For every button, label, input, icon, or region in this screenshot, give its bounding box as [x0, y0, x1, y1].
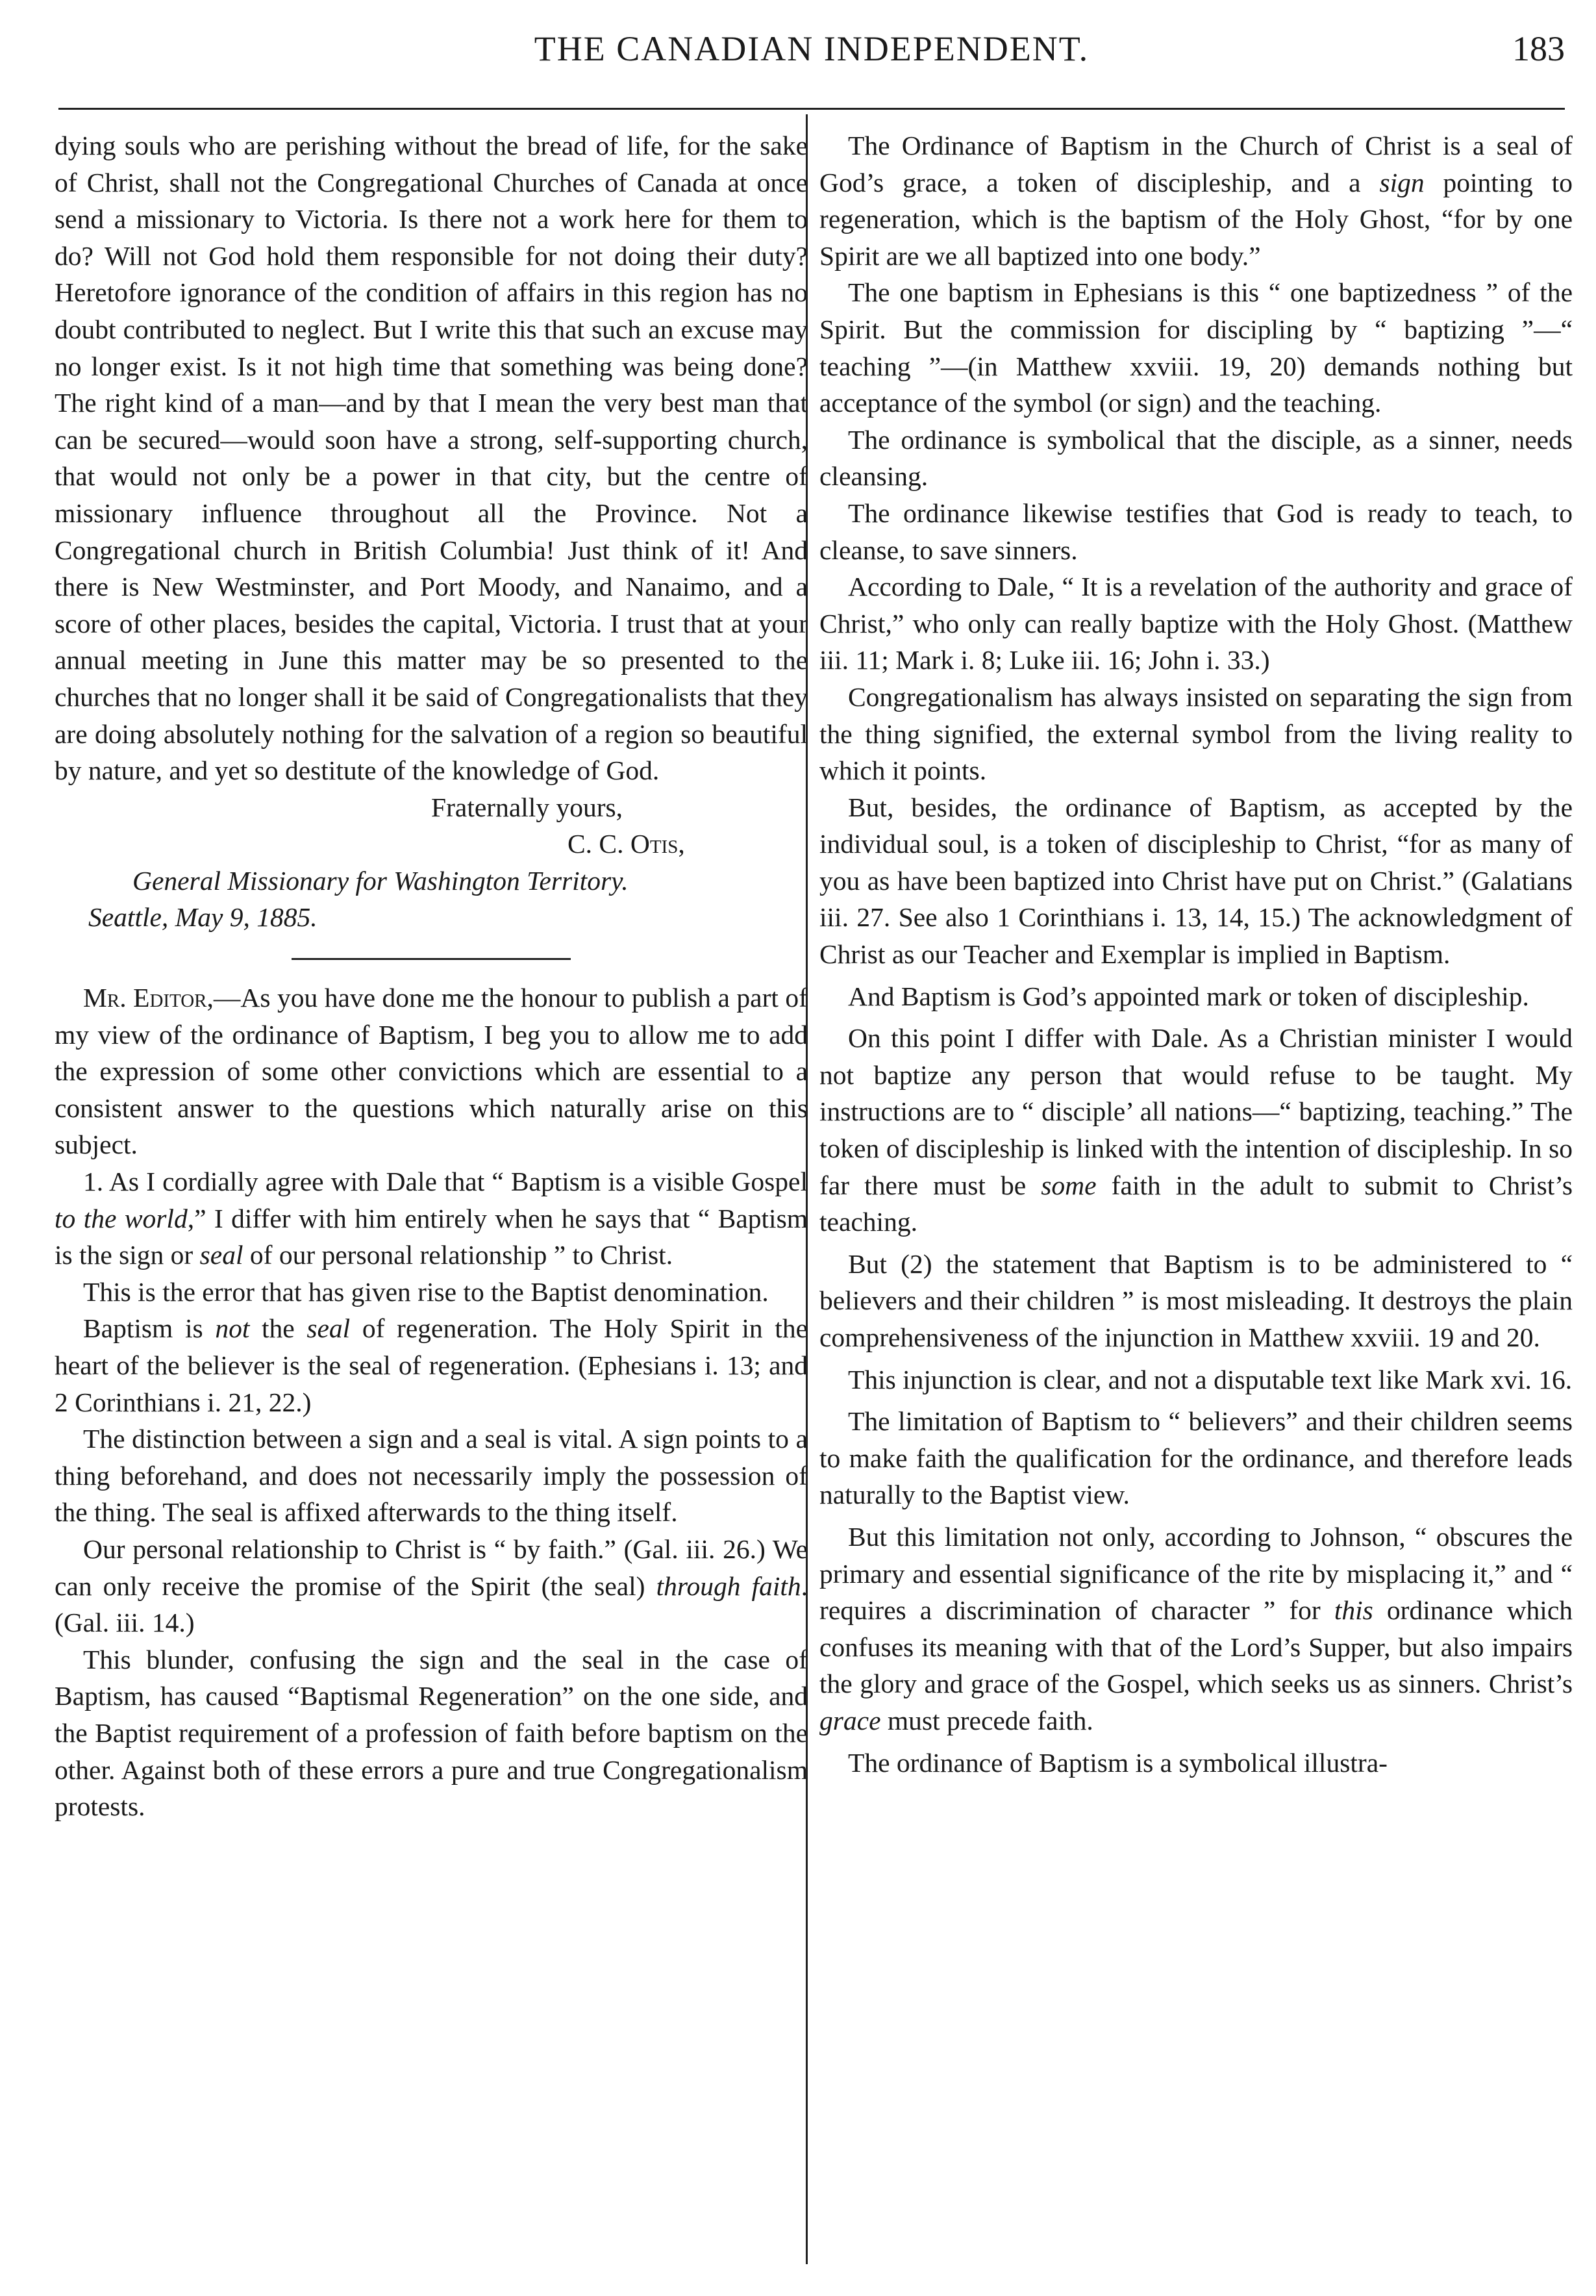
section-divider — [292, 958, 571, 960]
right-paragraph-12: The limitation of Baptism to “ believers” and their children seems to make faith the qualification for the ordinance, and therefore leads naturally to the Baptist view. — [819, 1406, 1573, 1510]
right-paragraph-2: The one baptism in Ephesians is this “ one baptizedness ” of the Spirit. But the commission for discipling by “ baptizing ”—“ teaching ”—(in Matthew xxviii. 19, 20) demands nothing but acceptance of the symbol (or sign) and the teaching. — [819, 277, 1573, 418]
right-column — [819, 127, 1573, 1781]
right-paragraph-3: The ordinance is symbolical that the disciple, as a sinner, needs cleansing. — [819, 424, 1573, 492]
letter2-paragraph-6: Our personal relationship to Christ is “ by faith.” (Gal. iii. 26.) We can only receive the promise of the Spirit (the seal) through faith. (Gal. iii. 14.) — [55, 1533, 808, 1638]
letter2-paragraph-5: The distinction between a sign and a seal is vital. A sign points to a thing beforehand, and does not necessarily imply the possession of the thing. The seal is affixed afterwards to the thing itself. — [55, 1424, 808, 1528]
letter1-closing: Fraternally yours, — [431, 792, 623, 822]
right-paragraph-1: The Ordinance of Baptism in the Church of Christ is a seal of God’s grace, a token of discipleship, and a sign pointing to regeneration, which is the baptism of the Holy Ghost, “for by one Spirit are we all baptized into one body.” — [819, 131, 1573, 271]
letter1-body: dying souls who are perishing without the bread of life, for the sake of Christ, shall not the Congregational Churches of Canada at once send a missionary to Victoria. Is there not a work here for them to do? Will not God hold them responsible for not doing their duty? Heretofore ignorance of the condition of affairs in this region has no doubt contributed to neglect. But I write this that such an excuse may no longer exist. Is it not high time that something was being done? The right kind of a man—and by that I mean the very best man that can be secured—would soon have a strong, self-supporting church, that would not only be a power in that city, but the centre of missionary influence throughout all the Province. Not a Congregational church in British Columbia! Just think of it! And there is New Westminster, and Port Moody, and Nanaimo, and a score of other places, besides the capital, Victoria. I trust that at your annual meeting in June this matter may be so presented to the churches that no longer shall it be said of Congregationalists that they are doing absolutely nothing for the salvation of a region so beautiful by nature, and yet so destitute of the knowledge of God. — [55, 131, 808, 786]
letter2-salutation: Mr. Editor, — [83, 983, 214, 1013]
letter2-paragraph-1 — [55, 979, 808, 1163]
right-paragraph-8: And Baptism is God’s appointed mark or token of discipleship. — [848, 981, 1529, 1011]
letter2-p1-text: —As you have done me the honour to publish a part of my view of the ordinance of Baptism, I beg you to allow me to add the expression of some other convictions which are essential to a consistent answer to the questions which naturally arise on this subject. — [55, 983, 808, 1160]
left-column — [55, 127, 808, 1825]
right-paragraph-9: On this point I differ with Dale. As a Christian minister I would not baptize any person that would refuse to be taught. My instructions are to “ disciple’ all nations—“ baptizing, teaching.” The token of discipleship is linked with the intention of discipleship. In so far there must be some faith in the adult to submit to Christ’s teaching. — [819, 1023, 1573, 1237]
letter2-paragraph-4: Baptism is not the seal of regeneration. The Holy Spirit in the heart of the believer is the seal of regeneration. (Ephesians i. 13; and 2 Corinthians i. 21, 22.) — [55, 1313, 808, 1417]
right-paragraph-4: The ordinance likewise testifies that God is ready to teach, to cleanse, to save sinners. — [819, 498, 1573, 565]
letter1-title: General Missionary for Washington Territory. — [132, 865, 629, 896]
right-paragraph-6: Congregationalism has always insisted on separating the sign from the thing signified, the external symbol from the living reality to which it points. — [819, 681, 1573, 786]
letter2-paragraph-7: This blunder, confusing the sign and the seal in the case of Baptism, has caused “Baptismal Regeneration” on the one side, and the Baptist requirement of a profession of faith before baptism on the other. Against both of these errors a pure and true Congregationalism protests. — [55, 1644, 808, 1822]
letter1-signature: C. C. Otis, — [567, 829, 685, 859]
right-paragraph-14: The ordinance of Baptism is a symbolical illustra- — [848, 1747, 1388, 1778]
right-paragraph-11: This injunction is clear, and not a disputable text like Mark xvi. 16. — [848, 1364, 1573, 1394]
right-paragraph-7: But, besides, the ordinance of Baptism, as accepted by the individual soul, is a token of discipleship to Christ, “for as many of you as have been baptized into Christ have put on Christ.” (Galatians iii. 27. See also 1 Corinthians i. 13, 14, 15.) The acknowledgment of Christ as our Teacher and Exemplar is implied in Baptism. — [819, 792, 1573, 970]
letter2-paragraph-3: This is the error that has given rise to the Baptist denomination. — [83, 1276, 769, 1307]
right-paragraph-10: But (2) the statement that Baptism is to be administered to “ believers and their children ” is most misleading. It destroys the plain comprehensiveness of the injunction in Matthew xxviii. 19 and 20. — [819, 1248, 1573, 1352]
journal-title: THE CANADIAN INDEPENDENT. — [534, 29, 1090, 68]
right-paragraph-13: But this limitation not only, according to Johnson, “ obscures the primary and essential significance of the rite by misplacing it,” and “ requires a discrimination of character ” for this ordinance which confuses its meaning with that of the Lord’s Supper, but also impairs the glory and grace of the Gospel, which seeks us as sinners. Christ’s grace must precede faith. — [819, 1521, 1573, 1735]
letter1-date: Seattle, May 9, 1885. — [88, 902, 318, 933]
letter2-paragraph-2: 1. As I cordially agree with Dale that “ Baptism is a visible Gospel to the world,” I differ with him entirely when he says that “ Baptism is the sign or seal of our personal relationship ” to Christ. — [55, 1167, 808, 1270]
letter1-signoff — [55, 789, 808, 936]
right-paragraph-5: According to Dale, “ It is a revelation of the authority and grace of Christ,” who only can really baptize with the Holy Ghost. (Matthew iii. 11; Mark i. 8; Luke iii. 16; John i. 33.) — [819, 572, 1573, 675]
page-header — [58, 9, 1565, 81]
page-number: 183 — [1512, 29, 1565, 68]
header-rule — [58, 108, 1565, 110]
